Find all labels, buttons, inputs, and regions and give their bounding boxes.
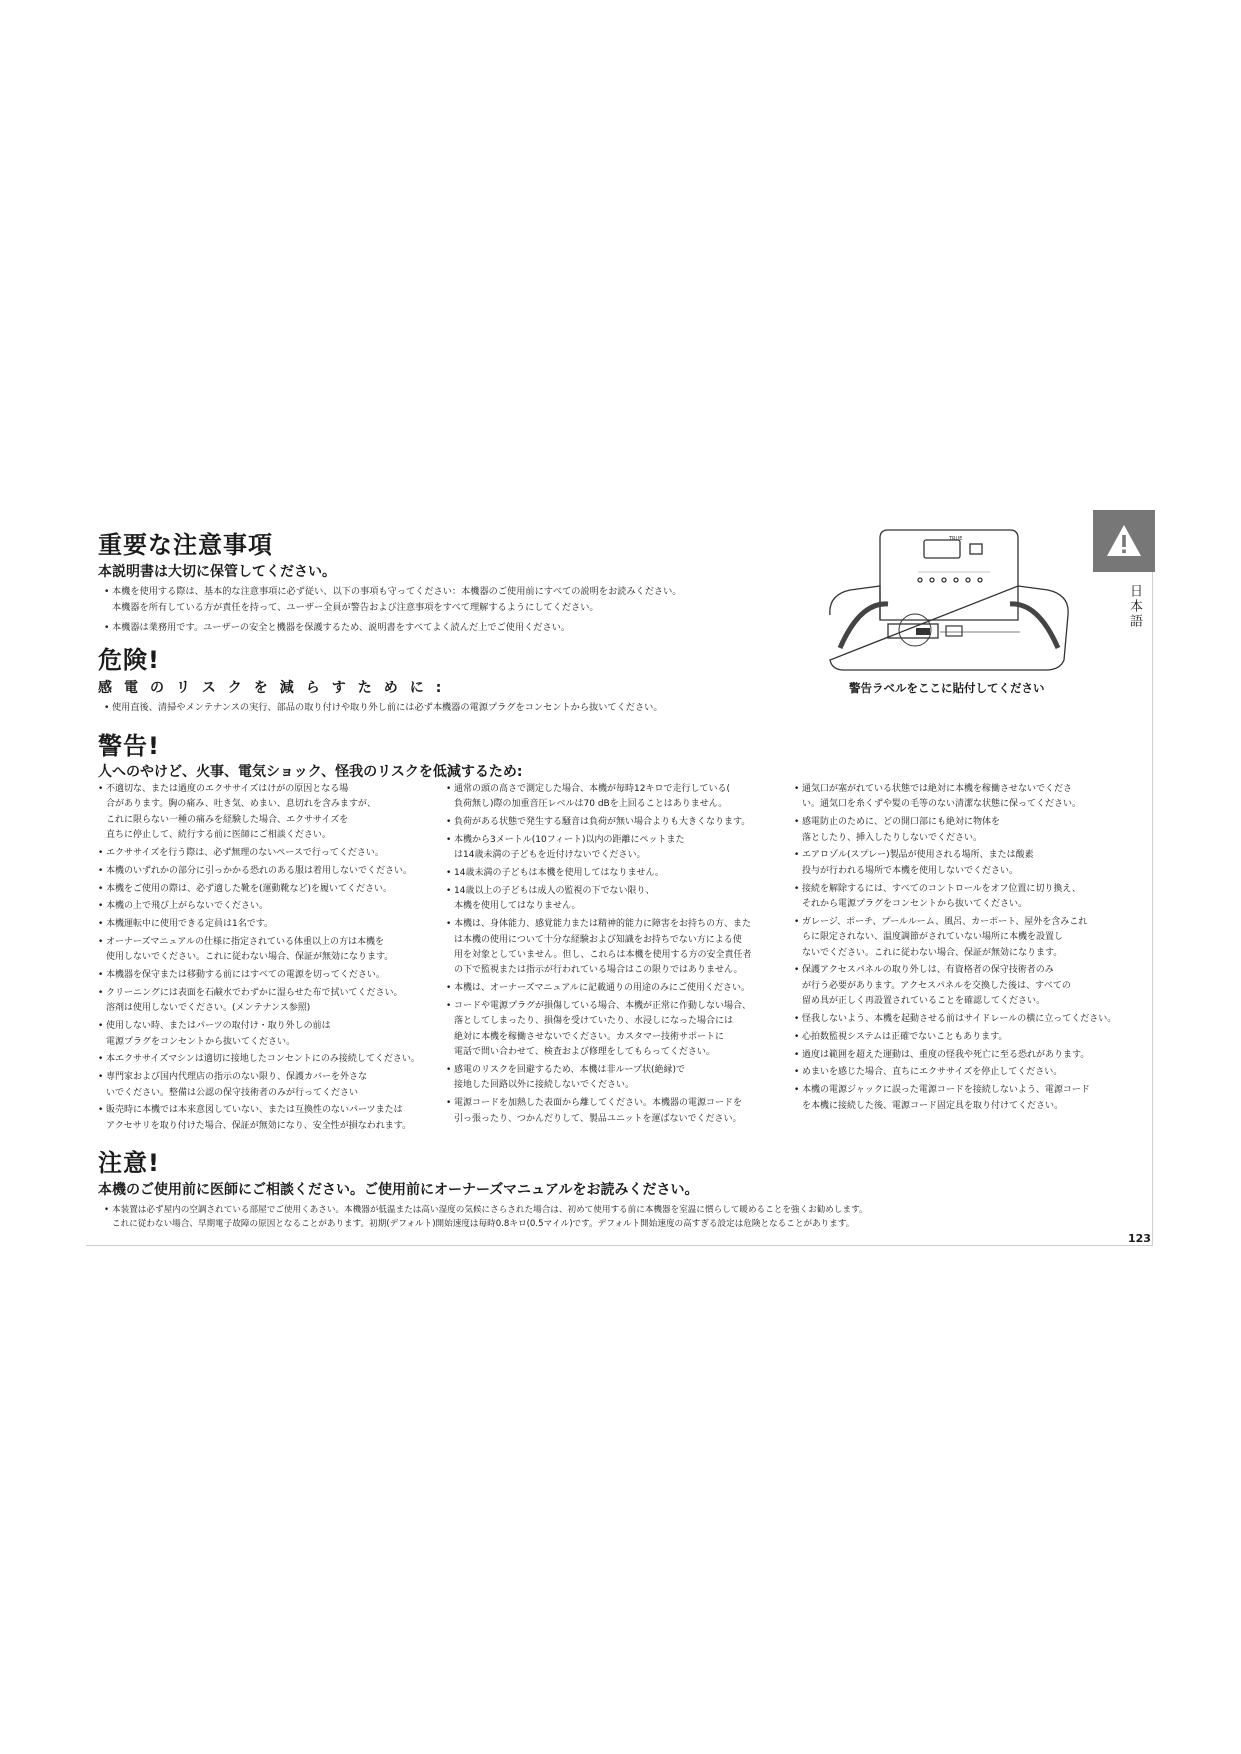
- intro-item: • 本機を使用する際は、基本的な注意事項に必ず従い、以下の事項も守ってください：本機器のご使用前にすべての説明をお読みください。 本機器を所有している方が責任を持って、ユーザー全員が警告および注意事項をすべて理解するようにしてください。: [104, 584, 864, 616]
- figure-caption: 警告ラベルをここに貼付してください: [849, 681, 1045, 695]
- console-button: [954, 578, 958, 582]
- warning-item: • 本機のいずれかの部分に引っかかる恐れのある服は着用しないでください。: [98, 864, 443, 879]
- caution-subtitle: 本機のご使用前に医師にご相談ください。ご使用前にオーナーズマニュアルをお読みください。: [98, 1182, 699, 1198]
- warning-item: • 感電防止のために、どの開口部にも絶対に物体を 落としたり、挿入したりしないでください。: [794, 815, 1144, 846]
- warning-item: • 14歳以上の子どもは成人の監視の下でない限り、 本機を使用してはなりません。: [446, 884, 791, 915]
- warning-item: • コードや電源プラグが損傷している場合、本機が正常に作動しない場合、 落としてしまったり、損傷を受けていたり、水浸しになった場合には 絶対に本機を稼働させないでください。カスタマー技術サポートに 電話で問い合わせて、検査および修理をしてもらってください。: [446, 999, 791, 1061]
- console-button: [966, 578, 970, 582]
- warning-item: • 保護アクセスパネルの取り外しは、有資格者の保守技術者のみ が行う必要があります。アクセスパネルを交換した後は、すべての 留め具が正しく再設置されていることを確認してください。: [794, 963, 1144, 1009]
- warning-item: • 本機の電源ジャックに誤った電源コードを接続しないよう、電源コード を本機に接続した後、電源コード固定具を取り付けてください。: [794, 1083, 1144, 1114]
- caution-title: 注意!: [98, 1149, 160, 1177]
- warning-item: • 本機器を保守または移動する前にはすべての電源を切ってください。: [98, 968, 443, 983]
- warning-item: • 負荷がある状態で発生する騒音は負荷が無い場合よりも大きくなります。: [446, 815, 791, 830]
- warning-item: • エクササイズを行う際は、必ず無理のないペースで行ってください。: [98, 846, 443, 861]
- warning-item: • 本機から3メートル(10フィート)以内の距離にペットまた は14歳未満の子どもを近付けないでください。: [446, 833, 791, 864]
- warning-item: • 専門家および国内代理店の指示のない限り、保護カバーを外さな いでください。整備は公認の保守技術者のみが行ってください: [98, 1070, 443, 1101]
- language-label: 日本語: [1127, 584, 1142, 629]
- warning-item: • 心拍数監視システムは正確でないこともあります。: [794, 1030, 1144, 1045]
- intro-list: [104, 584, 864, 636]
- warning-item: • 本機運転中に使用できる定員は1名です。: [98, 917, 443, 932]
- warning-title: 警告!: [98, 732, 160, 760]
- danger-title: 危険!: [98, 646, 160, 674]
- warning-item: • 本機をご使用の際は、必ず適した靴を(運動靴など)を履いてください。: [98, 882, 443, 897]
- warning-item: • 接続を解除するには、すべてのコントロールをオフ位置に切り換え、 それから電源プラグをコンセントから抜いてください。: [794, 882, 1144, 913]
- warning-item: • 過度は範囲を超えた運動は、重度の怪我や死亡に至る恐れがあります。: [794, 1048, 1144, 1063]
- warning-item: • 本機は、身体能力、感覚能力または精神的能力に障害をお持ちの方、また は本機の使用について十分な経験および知識をお持ちでない方による使 用を対象としていません。但し、これらは本機を使用する方の安全責任者 の下で監視または指示が行われている場合はこの限りではありません。: [446, 917, 791, 979]
- caution-list: [104, 1203, 1124, 1231]
- warning-item: • 販売時に本機では本来意図していない、または互換性のないパーツまたは アクセサリを取り付けた場合、保証が無効になり、安全性が損なわれます。: [98, 1103, 443, 1134]
- danger-item: • 使用直後、清掃やメンテナンスの実行、部品の取り付けや取り外し前には必ず本機器の電源プラグをコンセントから抜いてください。: [104, 700, 864, 716]
- page-number: 123: [1128, 1232, 1151, 1245]
- console-brand: TRUE: [949, 536, 963, 542]
- warning-triangle-icon: [1105, 523, 1143, 559]
- warning-item: • 電源コードを加熱した表面から離してください。本機器の電源コードを 引っ張ったり、つかんだりして、製品ユニットを運ばないでください。: [446, 1096, 791, 1127]
- console-display: [924, 540, 960, 558]
- warning-item: • ガレージ、ポーチ、プールルーム、風呂、カーポート、屋外を含みこれ らに限定されない、温度調節がされていない場所に本機を設置し ないでください。これに従わない場合、保証が無効になります。: [794, 915, 1144, 961]
- warning-column-2: [446, 782, 791, 1129]
- warning-column-3: [794, 782, 1144, 1116]
- warning-item: • 使用しない時、またはパーツの取付け・取り外しの前は 電源プラグをコンセントから抜いてください。: [98, 1019, 443, 1050]
- caution-item: • 本装置は必ず屋内の空調されている部屋でご使用くあさい。本機器が低温または高い湿度の気候にさらされた場合は、初めて使用する前に本機器を室温に慣らして暖めることを強くお勧めします。 これに従わない場合、早期電子故障の原因となることがあります。初期(デフォルト)開始速度は毎時0.8キロ(0.5マイル)です。デフォルト開始速度の高すぎる設定は危険となることがあります。: [104, 1203, 1124, 1231]
- warning-item: • 怪我しないよう、本機を起動させる前はサイドレールの横に立ってください。: [794, 1012, 1144, 1027]
- danger-subtitle: 感電のリスクを減らすために:: [98, 680, 454, 696]
- warning-subtitle: 人へのやけど、火事、電気ショック、怪我のリスクを低減するため:: [98, 764, 523, 780]
- language-tab: [1093, 510, 1155, 572]
- warning-item: • 通常の頭の高さで測定した場合、本機が毎時12キロで走行している( 負荷無し)際の加重音圧レベルは70 dBを上回ることはありません。: [446, 782, 791, 813]
- warning-item: • 本機の上で飛び上がらないでください。: [98, 899, 443, 914]
- console-button: [930, 578, 934, 582]
- warning-item: • 感電のリスクを回避するため、本機は非ループ状(絶縁)で 接地した回路以外に接続しないでください。: [446, 1063, 791, 1094]
- warning-item: • 本エクササイズマシンは適切に接地したコンセントにのみ接続してください。: [98, 1052, 443, 1067]
- warning-item: • エアロゾル(スプレー)製品が使用される場所、または酸素 投与が行われる場所で本機を使用しないでください。: [794, 848, 1144, 879]
- danger-list: [104, 700, 864, 716]
- intro-item: • 本機器は業務用です。ユーザーの安全と機器を保護するため、説明書をすべてよく読んだ上でご使用ください。: [104, 620, 864, 636]
- warning-item: • 不適切な、または過度のエクササイズはけがの原因となる場 合があります。胸の痛み、吐き気、めまい、息切れを含みますが、 これに限らない一種の痛みを経験した場合、エクササイズを 直ちに停止して、続行する前に医師にご相談ください。: [98, 782, 443, 844]
- console-handlebar-frame: [830, 586, 1068, 670]
- console-button: [978, 578, 982, 582]
- console-button: [942, 578, 946, 582]
- warning-item: • オーナーズマニュアルの仕様に指定されている体重以上の方は本機を 使用しないでください。これに従わない場合、保証が無効になります。: [98, 935, 443, 966]
- console-button: [918, 578, 922, 582]
- warning-item: • めまいを感じた場合、直ちにエクササイズを停止してください。: [794, 1065, 1144, 1080]
- warning-item: • クリーニングには表面を石鹸水でわずかに湿らせた布で拭いてください。 溶剤は使用しないでください。(メンテナンス参照): [98, 986, 443, 1017]
- console-panel: [880, 530, 1018, 620]
- warning-item: • 14歳未満の子どもは本機を使用してはなりません。: [446, 866, 791, 881]
- treadmill-console-figure: [820, 520, 1070, 675]
- page-subtitle: 本説明書は大切に保管してください。: [98, 564, 336, 580]
- page-title: 重要な注意事項: [98, 531, 273, 559]
- console-indicator: [970, 544, 982, 554]
- warning-item: • 本機は、オーナーズマニュアルに記載通りの用途のみにご使用ください。: [446, 981, 791, 996]
- warning-column-1: [98, 782, 443, 1137]
- warning-item: • 通気口が塞がれている状態では絶対に本機を稼働させないでくださ い。通気口を糸くずや髪の毛等のない清潔な状態に保ってください。: [794, 782, 1144, 813]
